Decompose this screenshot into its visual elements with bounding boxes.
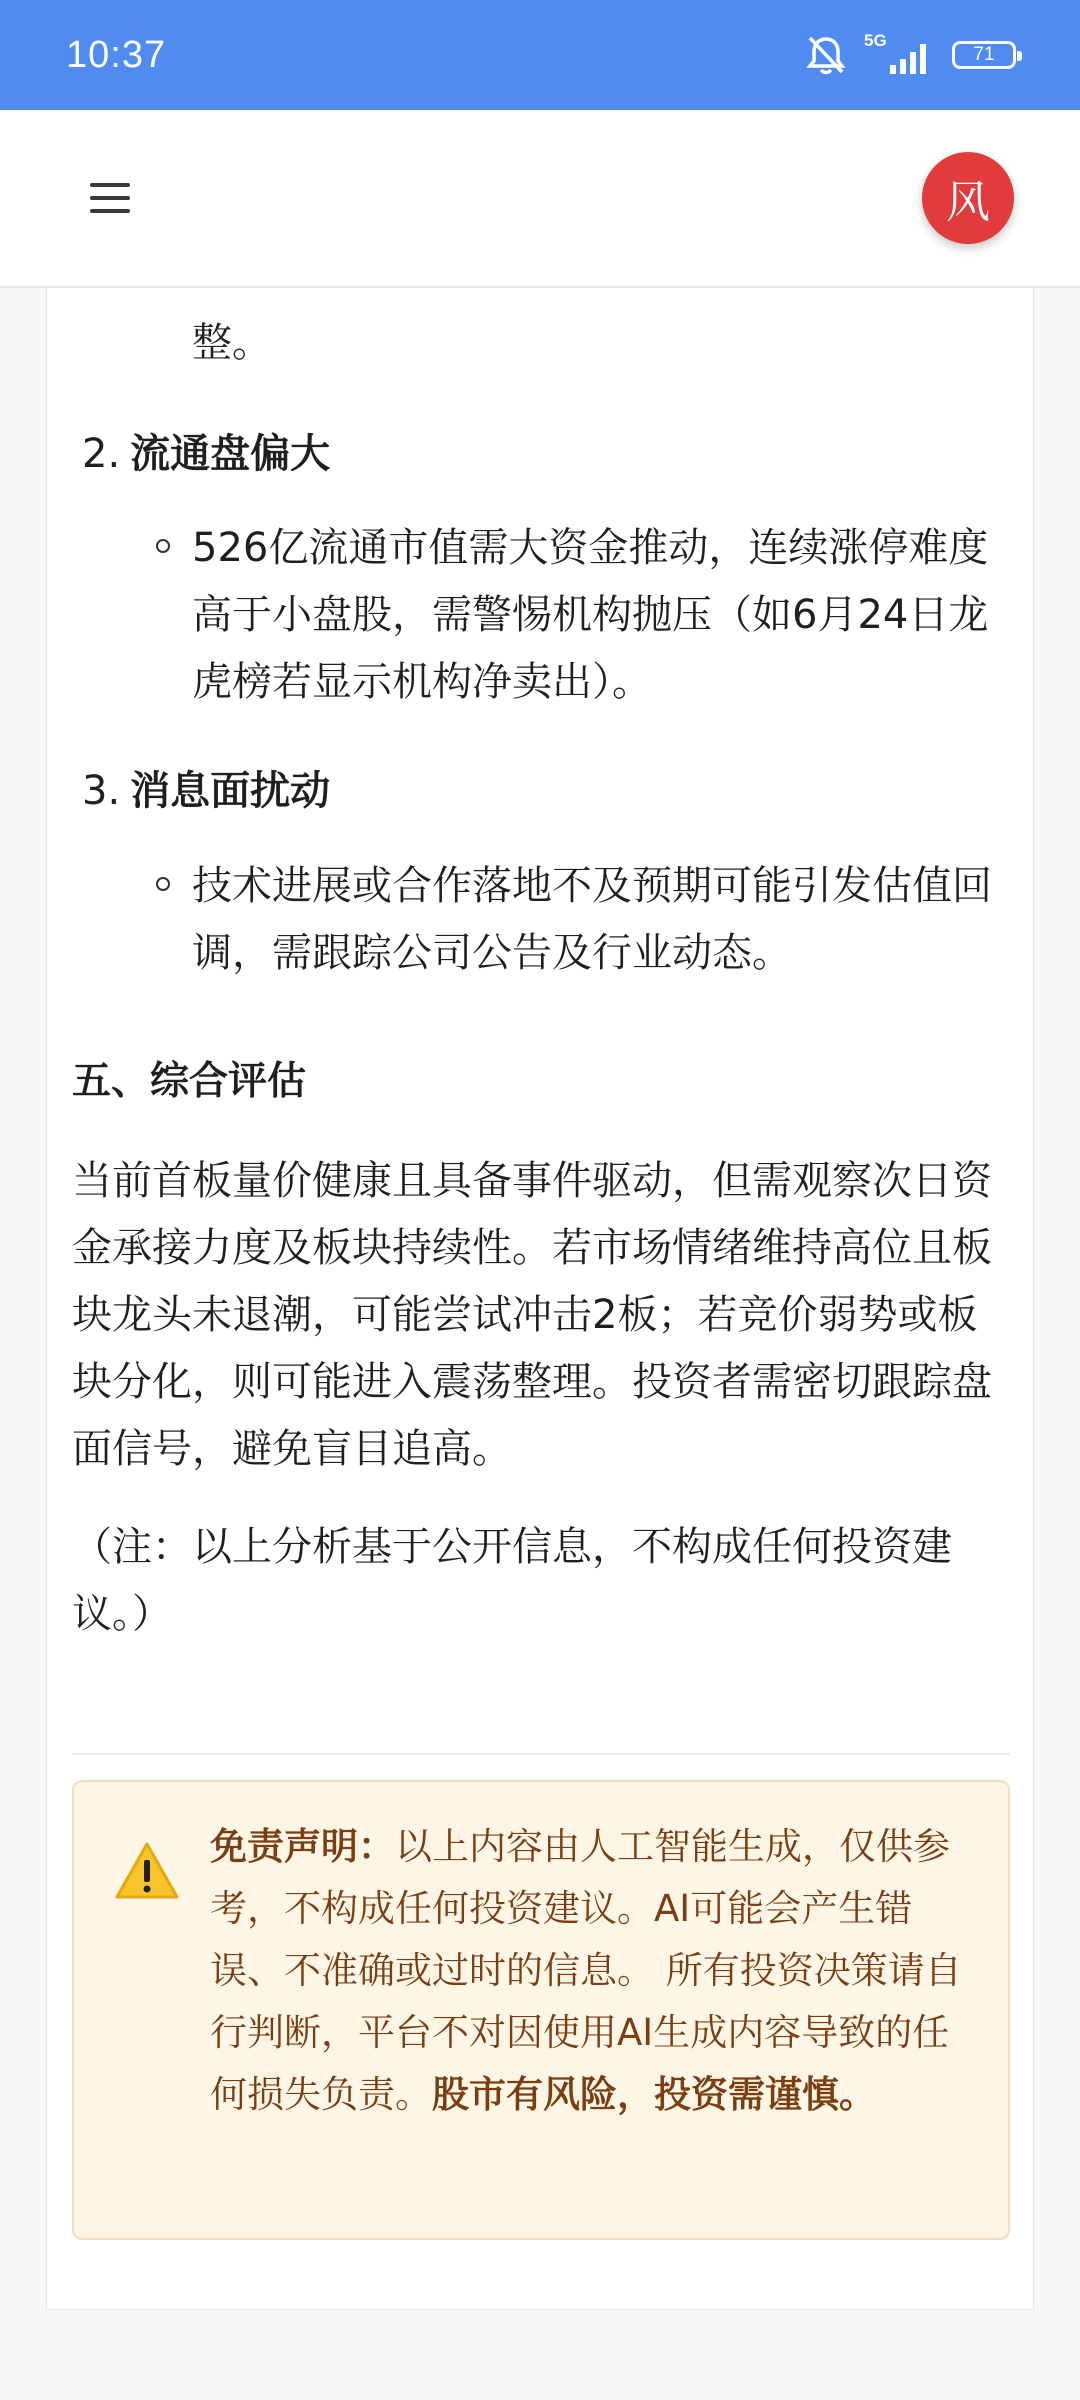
divider <box>72 1753 1010 1755</box>
avatar[interactable]: 风 <box>922 152 1014 244</box>
battery-icon <box>952 41 1016 69</box>
bullet-text: 技术进展或合作落地不及预期可能引发估值回调，需跟踪公司公告及行业动态。 <box>192 863 992 976</box>
status-icons <box>806 33 1016 77</box>
circle-bullet-icon <box>156 539 170 553</box>
app-bar <box>0 110 1080 288</box>
network-type: 5G <box>864 31 887 50</box>
disclaimer-body: 以上内容由人工智能生成，仅供参考，不构成任何投资建议。AI可能会产生错误、不准确或过时的信息。 所有投资决策请自行判断，平台不对因使用AI生成内容导致的任何损失负责。 <box>210 1825 962 2116</box>
list-bullet <box>192 853 1002 987</box>
disclaimer-emphasis: 股市有风险，投资需谨慎。 <box>432 2073 876 2116</box>
list-item-2 <box>82 421 330 488</box>
disclaimer-box <box>72 1780 1010 2240</box>
status-bar <box>0 0 1080 110</box>
mute-bell-icon <box>806 34 846 76</box>
menu-icon[interactable] <box>90 183 130 213</box>
disclaimer-label: 免责声明： <box>210 1825 395 1868</box>
warning-icon <box>114 1840 180 1902</box>
list-item-3 <box>82 758 330 825</box>
list-bullet <box>192 515 1002 716</box>
list-title: 流通盘偏大 <box>130 431 331 477</box>
note-paragraph: （注：以上分析基于公开信息，不构成任何投资建议。） <box>72 1524 952 1637</box>
bullet-text: 526亿流通市值需大资金推动，连续涨停难度高于小盘股，需警惕机构抛压（如6月24日龙虎榜若显示机构净卖出）。 <box>192 525 989 705</box>
list-title: 消息面扰动 <box>130 768 331 814</box>
circle-bullet-icon <box>156 877 170 891</box>
summary-paragraph: 当前首板量价健康且具备事件驱动，但需观察次日资金承接力度及板块持续性。若市场情绪维持高位且板块龙头未退潮，可能尝试冲击2板；若竞价弱势或板块分化，则可能进入震荡整理。投资者需密切跟踪盘面信号，避免盲目追高。 <box>72 1158 992 1472</box>
signal-icon <box>864 33 934 77</box>
status-time: 10:37 <box>66 33 167 76</box>
clipped-line: 整。 <box>192 320 272 366</box>
list-number: 3. <box>82 768 121 814</box>
disclaimer-text <box>210 1816 962 2126</box>
network-indicator <box>864 33 934 77</box>
section-title: 五、综合评估 <box>72 1059 307 1104</box>
list-number: 2. <box>82 431 121 477</box>
battery-level: 71 <box>973 44 995 65</box>
